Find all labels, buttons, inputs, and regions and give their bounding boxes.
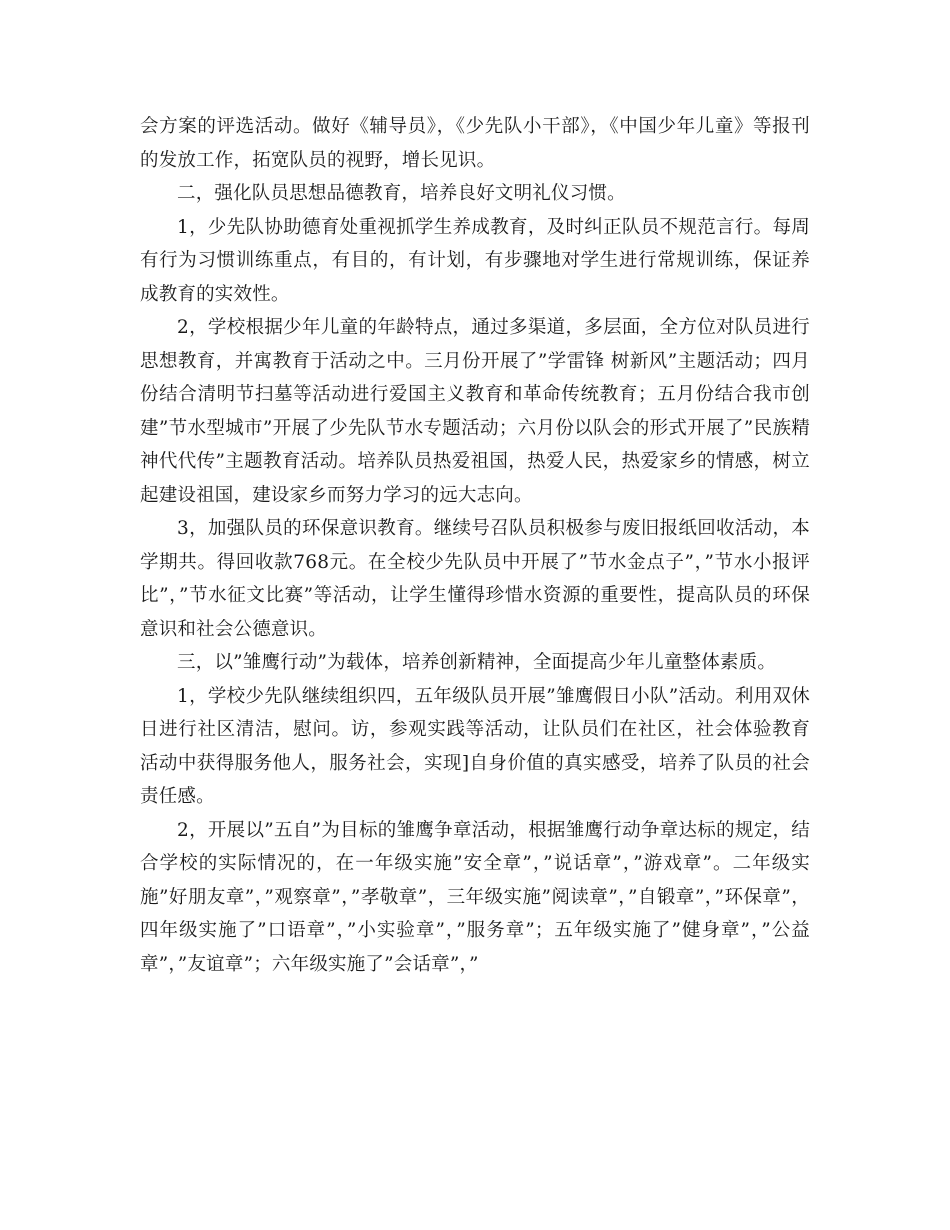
heading-section-two: 二，强化队员思想品德教育，培养良好文明礼仪习惯。 [177, 183, 626, 204]
paragraph-holiday-squad: 1，学校少先队继续组织四，五年级队员开展”雏鹰假日小队”活动。利用双休日进行社区清洁，慰问。访，参观实践等活动，让队员们在社区，社会体验教育活动中获得服务他人，服务社会，实现]自身价值的真实感受，培养了队员的社会责任感。 [140, 685, 810, 807]
paragraph-environment-education: 3，加强队员的环保意识教育。继续号召队员积极参与废旧报纸回收活动，本学期共。得回收款768元。在全校少先队员中开展了”节水金点子”，”节水小报评比”，”节水征文比赛”等活动，让学生懂得珍惜水资源的重要性，提高队员的环保意识和社会公德意识。 [140, 518, 810, 640]
paragraph-continued-activities: 会方案的评选活动。做好《辅导员》，《少先队小干部》，《中国少年儿童》等报刊的发放工作，拓宽队员的视野，增长见识。 [140, 116, 810, 171]
document-body [140, 110, 810, 981]
paragraph-habit-education: 1，少先队协助德育处重视抓学生养成教育，及时纠正队员不规范言行。每周有行为习惯训练重点，有目的，有计划，有步骤地对学生进行常规训练，保证养成教育的实效性。 [140, 216, 810, 305]
paragraph-badge-activities: 2，开展以”五自”为目标的雏鹰争章活动，根据雏鹰行动争章达标的规定，结合学校的实际情况的，在一年级实施”安全章”，”说话章”，”游戏章”。二年级实施”好朋友章”，”观察章”，”孝敬章”，三年级实施”阅读章”，”自锻章”，”环保章”，四年级实施了”口语章”，”小实验章”，”服务章”；五年级实施了”健身章”，”公益章”，”友谊章”；六年级实施了”会话章”，” [140, 819, 810, 975]
paragraph-ideological-education: 2，学校根据少年儿童的年龄特点，通过多渠道，多层面，全方位对队员进行思想教育，并寓教育于活动之中。三月份开展了”学雷锋 树新风”主题活动；四月份结合清明节扫墓等活动进行爱国主义教育和革命传统教育；五月份结合我市创建”节水型城市”开展了少先队节水专题活动；六月份以队会的形式开展了”民族精神代代传”主题教育活动。培养队员热爱祖国，热爱人民，热爱家乡的情感，树立起建设祖国，建设家乡而努力学习的远大志向。 [140, 317, 810, 506]
heading-section-three: 三，以”雏鹰行动”为载体，培养创新精神，全面提高少年儿童整体素质。 [177, 652, 777, 673]
